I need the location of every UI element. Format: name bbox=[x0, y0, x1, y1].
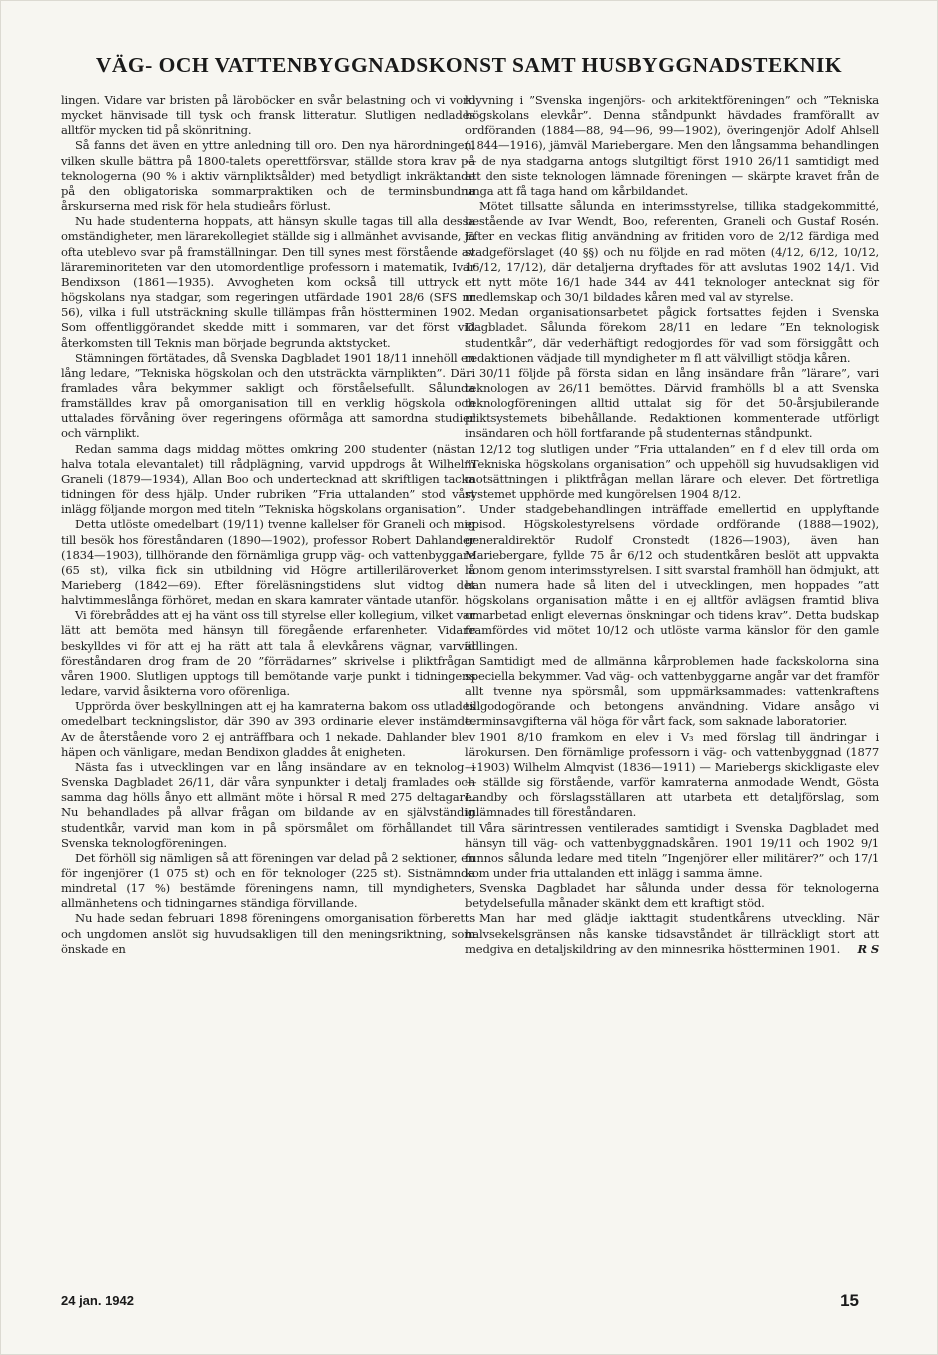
paragraph: 12/12 tog slutligen under ”Fria uttalanden” en f d elev till orda om ”Tekniska högskolans organisation” och uppehöll sig huvudsakligen vid motsättningen i pliktfrågan mellan lärare och elever. Det förtretliga systemet upphörde med kungörelsen 1904 8/12. bbox=[465, 441, 879, 502]
page-number: 15 bbox=[840, 1291, 859, 1310]
page-header: VÄG- OCH VATTENBYGGNADSKONST SAMT HUSBYGGNADSTEKNIK bbox=[95, 53, 843, 77]
paragraph: Mötet tillsatte sålunda en interimsstyrelse, tillika stadgekommitté, bestående av Ivar Wendt, Boo, referenten, Graneli och Gustaf Rosén. Efter en veckas flitig användning av fritiden voro de 2/12 färdiga med stadgeförslaget (40 §§) och nu följde en rad möten (4/12, 6/12, 10/12, 16/12, 17/12), där detaljerna dryftades för att avslutas 1902 14/1. Vid ett nytt möte 16/1 hade 344 av 441 teknologer antecknat sig för medlemskap och 30/1 bildades kåren med val av styrelse. bbox=[465, 199, 879, 305]
paragraph: Svenska Dagbladet har sålunda under dessa för teknologerna betydelsefulla månader skänkt dem ett kraftigt stöd. bbox=[465, 881, 879, 911]
paragraph: Nu hade studenterna hoppats, att hänsyn skulle tagas till alla dessa omständigheter, men lärarekollegiet ställde sig i allmänhet avvisande, ja ofta uteblevo svar på framställningar. Den till synes mest förstående av lärareminoriteten var den utomordentlige professorn i matematik, Ivar Bendixson (1861—1935). Avvogheten kom också till uttryck i högskolans nya stadgar, som regeringen utfärdade 1901 28/6 (SFS nr 56), vilka i full utsträckning skulle tillämpas från höstterminen 1902. Som offentliggörandet skedde mitt i sommaren, var det först vid återkomsten till Teknis man började begrunda aktstycket. bbox=[61, 214, 475, 350]
paragraph: Redan samma dags middag möttes omkring 200 studenter (nästan halva totala elevantalet) till rådplägning, varvid uppdrogs åt Wilhelm Graneli (1879—1934), Allan Boo och undertecknad att skriftligen tacka tidningen för dess hjälp. Under rubriken ”Fria uttalanden” stod vårt inlägg följande morgon med titeln ”Tekniska högskolans organisation”. bbox=[61, 441, 475, 517]
paragraph: Upprörda över beskyllningen att ej ha kamraterna bakom oss utlades omedelbart teckningslistor, där 390 av 393 ordinarie elever instämde. Av de återstående voro 2 ej anträffbara och 1 nekade. Dahlander blev häpen och vänligare, medan Bendixon gladdes åt enigheten. bbox=[61, 699, 475, 759]
paragraph: Nu hade sedan februari 1898 föreningens omorganisation förberetts och ungdomen anslöt sig huvudsakligen till den meningsriktning, som önskade en bbox=[61, 911, 475, 956]
paragraph: 1901 8/10 framkom en elev i V₃ med förslag till ändringar i lärokursen. Den förnämlige professorn i väg- och vattenbyggnad (1877—1903) Wilhelm Almqvist (1836—1911) — Mariebergs skickligaste elev — ställde sig förstående, varför kamraterna anmodade Wendt, Gösta Landby och förslagsställaren att utarbeta ett detaljförslag, som inlämnades till föreståndaren. bbox=[465, 729, 879, 820]
right-column bbox=[465, 93, 879, 957]
paragraph: Våra särintressen ventilerades samtidigt i Svenska Dagbladet med hänsyn till väg- och vattenbyggnadskåren. 1901 19/11 och 1902 9/1 funnos sålunda ledare med titeln ”Ingenjörer eller militärer?” och 17/1 kom under fria uttalanden ett inlägg i samma ämne. bbox=[465, 820, 879, 880]
footer-date: 24 jan. 1942 bbox=[61, 1293, 134, 1308]
paragraph: Under stadgebehandlingen inträffade emellertid en upplyftande episod. Högskolestyrelsens vördade ordförande (1888—1902), generaldirektör Rudolf Cronstedt (1826—1903), även han Mariebergare, fyllde 75 år 6/12 och studentkåren beslöt att uppvakta honom genom interimsstyrelsen. I sitt svarstal framhöll han ödmjukt, att han numera hade så liten del i utvecklingen, men hoppades ”att högskolans organisation måtte i en ej alltför avlägsen framtid bliva omarbetad enligt elevernas önskningar och tidens krav”. Detta budskap framfördes vid mötet 10/12 och utlöste varma känslor för den gamle ädlingen. bbox=[465, 502, 879, 653]
paragraph bbox=[465, 911, 879, 956]
paragraph: Stämningen förtätades, då Svenska Dagbladet 1901 18/11 innehöll en lång ledare, ”Tekniska högskolan och den utsträckta värnplikten”. Däri framlades våra bekymmer sakligt och förståelsefullt. Sålunda framställdes krav på omorganisation till en verklig högskola och uttalades förvåning över regeringens oförmåga att samordna studier och värnplikt. bbox=[61, 350, 475, 441]
paragraph: Det förhöll sig nämligen så att föreningen var delad på 2 sektioner, en för ingenjörer (1 075 st) och en för teknologer (225 st). Sistnämnda mindretal (17 %) bestämde föreningens namn, till myndigheters, allmänhetens och tidningarnes ständiga förvillande. bbox=[61, 850, 475, 911]
paragraph: lingen. Vidare var bristen på läroböcker en svår belastning och vi voro mycket hänvisade till tysk och fransk litteratur. Slutligen nedlades alltför mycken tid på skönritning. bbox=[61, 93, 475, 138]
paragraph-text: Man har med glädje iakttagit studentkårens utveckling. När halvsekelsgränsen nås kanske tidsavståndet är tillräckligt stort att medgiva en detaljskildring av den minnesrika höstterminen 1901. bbox=[465, 911, 879, 956]
author-signature: R S bbox=[857, 941, 879, 956]
paragraph: 30/11 följde på första sidan en lång insändare från ”lärare”, vari teknologen av 26/11 bemöttes. Därvid framhölls bl a att Svenska teknologföreningen alltid uttalat sig för det 50-årsjubilerande pliktsystemets bibehållande. Redaktionen kommenterade utförligt insändaren och höll fortfarande på studenternas ståndpunkt. bbox=[465, 365, 879, 441]
paragraph: Nästa fas i utvecklingen var en lång insändare av en teknolog i Svenska Dagbladet 26/11, där våra synpunkter i detalj framlades och samma dag hölls ånyo ett allmänt möte i hörsal R med 275 deltagare. Nu behandlades på allvar frågan om bildande av en självständig studentkår, varvid man kom in på spörsmålet om förhållandet till Svenska teknologföreningen. bbox=[61, 759, 475, 850]
paragraph: Vi förebråddes att ej ha vänt oss till styrelse eller kollegium, vilket var lätt att bemöta med hänsyn till föregående erfarenheter. Vidare beskylldes vi för att ej ha rätt att tala å elevkårens vägnar, varvid föreståndaren drog fram de 20 ”förrädarnes” skrivelse i pliktfrågan våren 1900. Slutligen upptogs till bemötande varje punkt i tidningens ledare, varvid åsikterna voro oförenliga. bbox=[61, 608, 475, 699]
left-column bbox=[61, 93, 475, 957]
paragraph: Samtidigt med de allmänna kårproblemen hade fackskolorna sina speciella bekymmer. Vad väg- och vattenbyggarne angår var det framför allt tvenne nya spörsmål, som uppmärksammades: vattenkraftens tillgodogörande och betongens användning. Vidare ansågo vi terminsavgifterna väl höga för vårt fack, som saknade laboratorier. bbox=[465, 653, 879, 729]
paragraph: Detta utlöste omedelbart (19/11) tvenne kallelser för Graneli och mig till besök hos föreståndaren (1890—1902), professor Robert Dahlander (1834—1903), tillhörande den förnämliga grupp väg- och vattenbyggare (65 st), vilka fick sin utbildning vid Högre artilleriläroverket å Marieberg (1842—69). Efter föreläsningstidens slut vidtog det halvtimmeslånga förhöret, medan en skara kamrater väntade utanför. bbox=[61, 517, 475, 608]
paragraph: Medan organisationsarbetet pågick fortsattes fejden i Svenska Dagbladet. Sålunda förekom 28/11 en ledare ”En teknologisk studentkår”, där vederhäftigt redogjordes för vad som försiggått och redaktionen vädjade till myndigheter m fl att välvilligt stödja kåren. bbox=[465, 305, 879, 365]
paragraph: Så fanns det även en yttre anledning till oro. Den nya härordningen, vilken skulle bättra på 1800-talets operettförsvar, ställde stora krav på teknologerna (90 % i aktiv värnpliktsålder) med betydligt inkräktande på den obligatoriska sommarpraktiken och de terminsbundna årskurserna med risk för hela studieårs förlust. bbox=[61, 138, 475, 214]
paragraph: klyvning i ”Svenska ingenjörs- och arkitektföreningen” och ”Tekniska högskolans elevkår”. Denna ståndpunkt hävdades framförallt av ordföranden (1884—88, 94—96, 99—1902), överingenjör Adolf Ahlsell (1844—1916), jämväl Mariebergare. Men den långsamma behandlingen — de nya stadgarna antogs slutgiltigt först 1910 26/11 samtidigt med att den siste teknologen lämnade föreningen — skärpte kravet från de unga att få taga hand om kårbildandet. bbox=[465, 93, 879, 198]
